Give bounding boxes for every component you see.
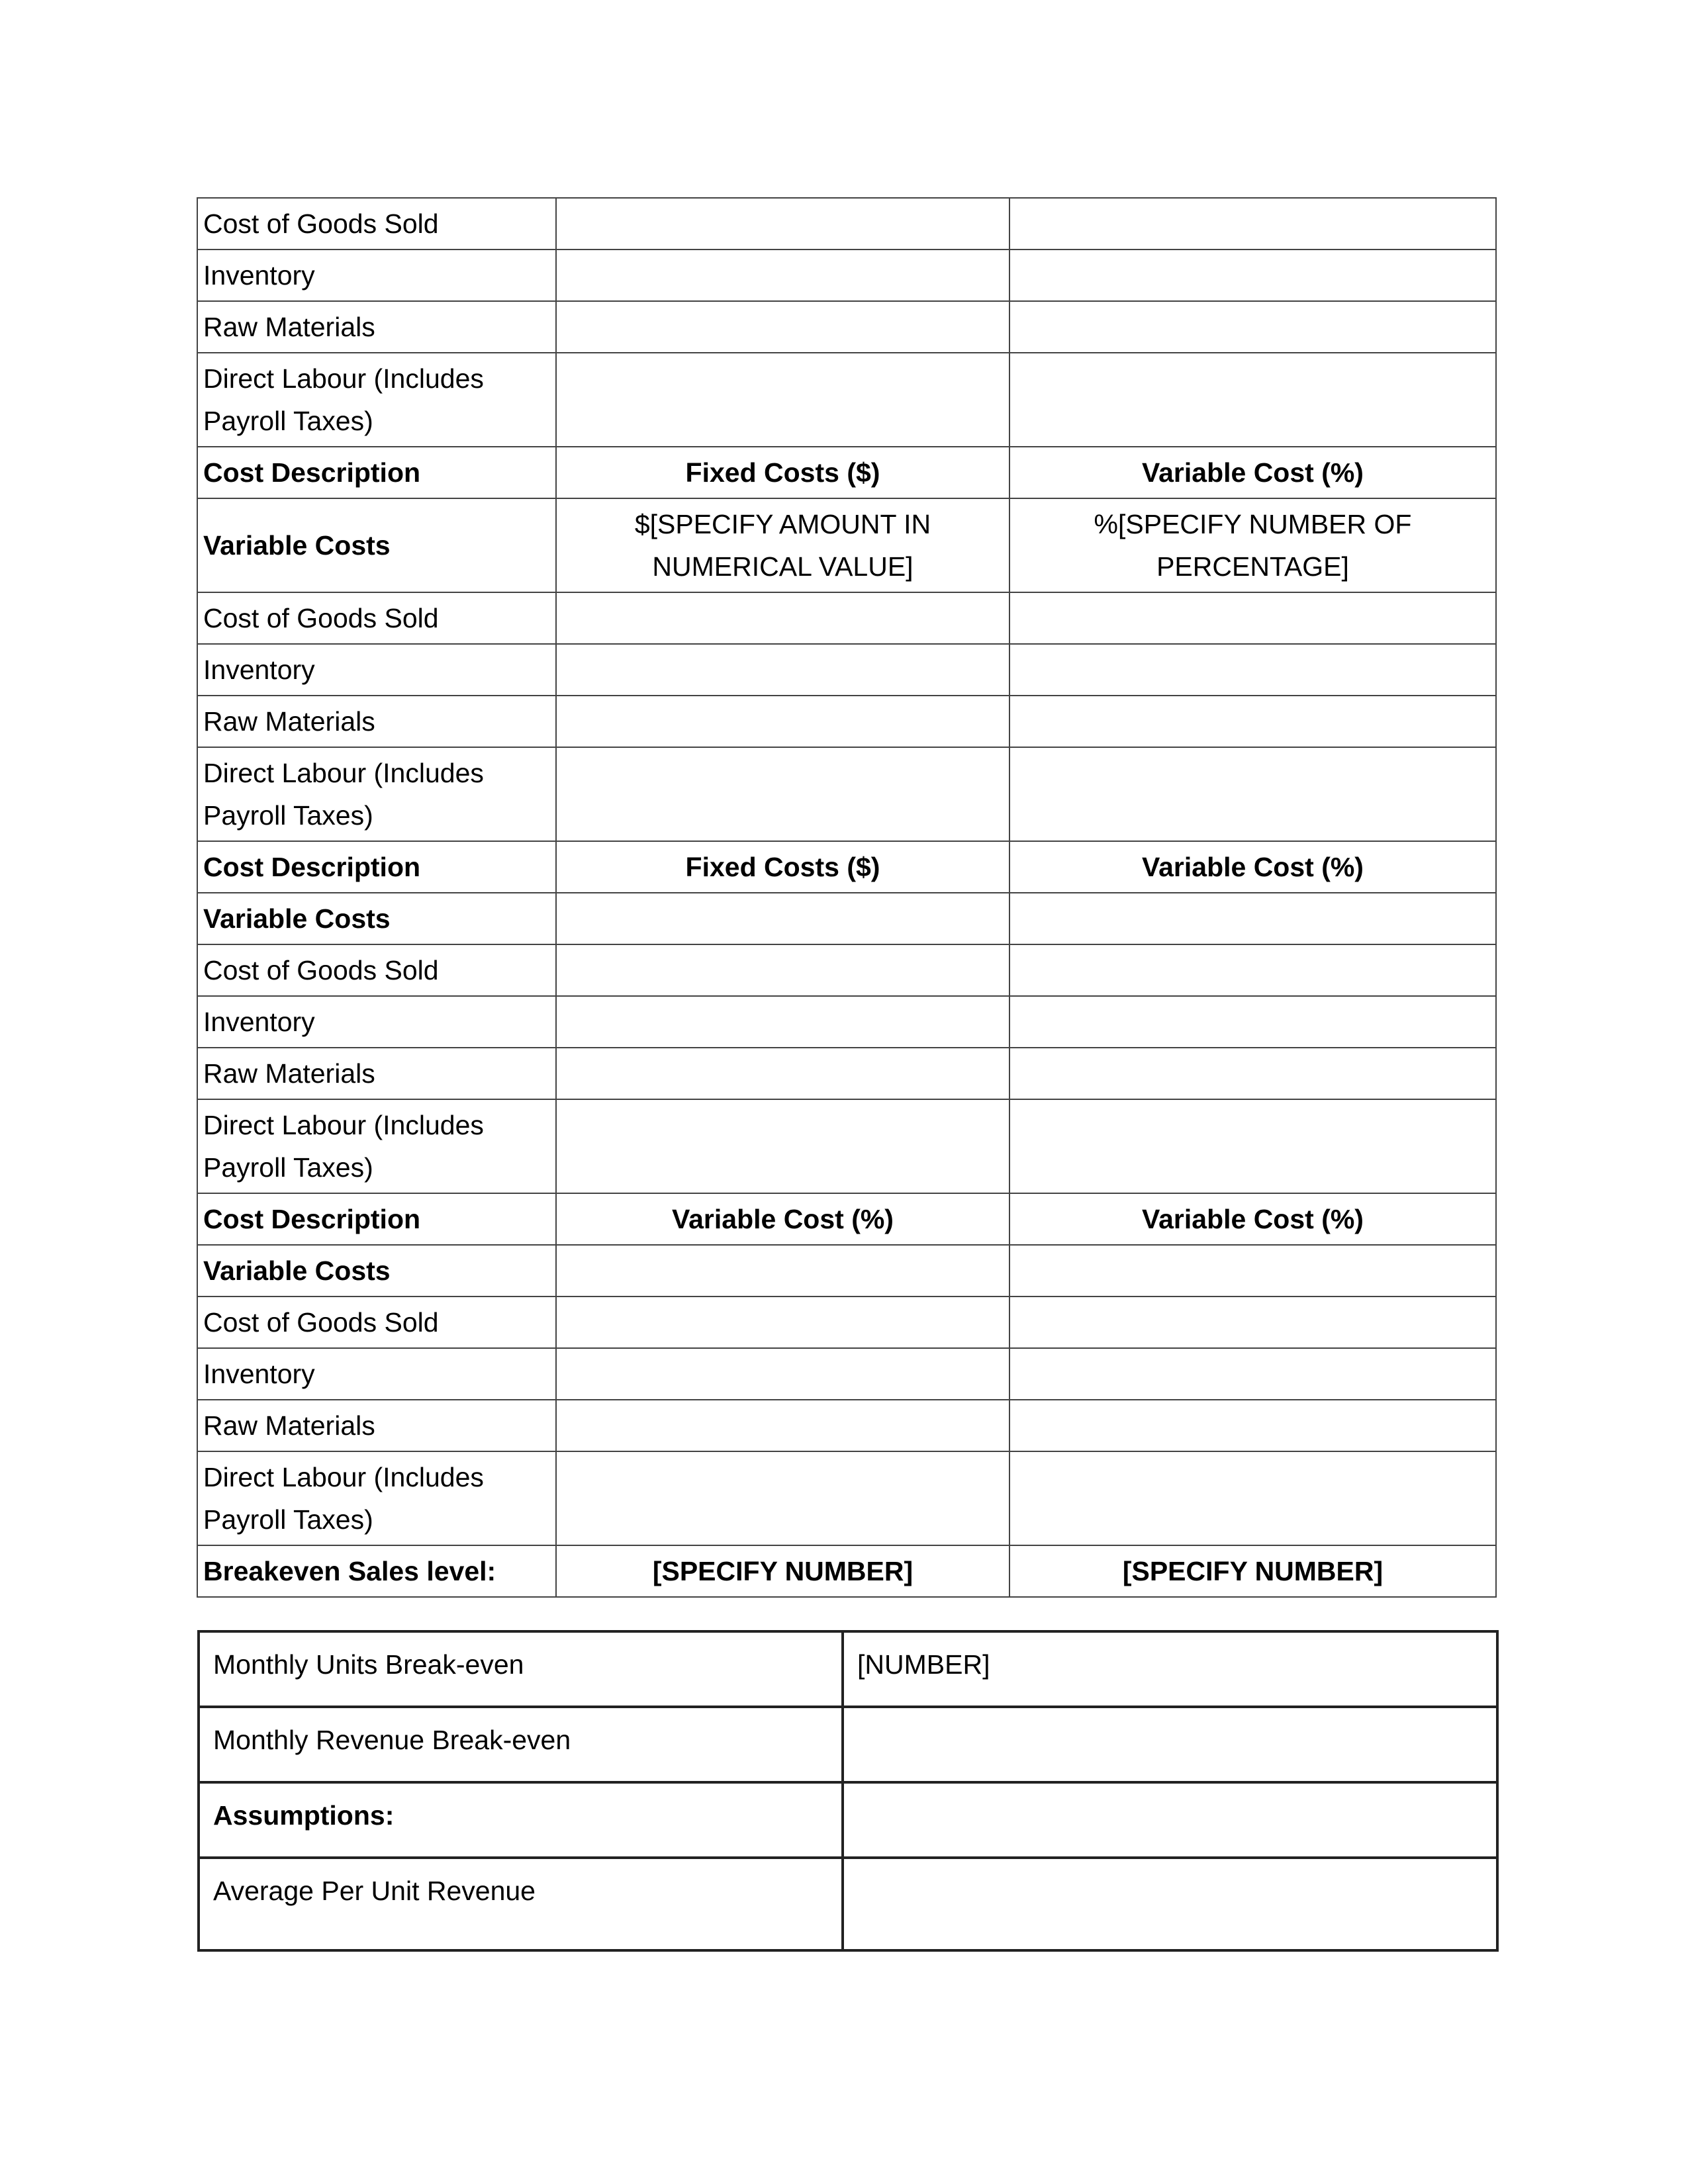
fixed-cost-cell[interactable] — [556, 1099, 1009, 1193]
table-row — [197, 696, 1496, 747]
breakeven-summary-table — [197, 1630, 1499, 1952]
row-label-monthly-units-break-even: Monthly Units Break-even — [199, 1631, 843, 1707]
table-row — [197, 1048, 1496, 1099]
row-label-raw-materials: Raw Materials — [197, 1400, 556, 1451]
table-row — [197, 1245, 1496, 1297]
table-row — [197, 301, 1496, 353]
cost-breakdown-table — [197, 197, 1497, 1598]
variable-cost-cell[interactable] — [1009, 1400, 1496, 1451]
table-row — [197, 498, 1496, 592]
header-variable-cost: Variable Cost (%) — [1009, 841, 1496, 893]
header-variable-cost: Variable Cost (%) — [556, 1193, 1009, 1245]
table-row — [197, 250, 1496, 301]
table-header-row — [197, 1193, 1496, 1245]
monthly-revenue-value[interactable] — [843, 1707, 1497, 1782]
fixed-cost-cell[interactable] — [556, 893, 1009, 944]
table-row — [197, 893, 1496, 944]
row-label-cost-of-goods-sold: Cost of Goods Sold — [197, 592, 556, 644]
row-label-cost-of-goods-sold: Cost of Goods Sold — [197, 944, 556, 996]
row-label-cost-of-goods-sold: Cost of Goods Sold — [197, 1297, 556, 1348]
row-label-direct-labour: Direct Labour (Includes Payroll Taxes) — [197, 1451, 556, 1545]
table-row — [197, 592, 1496, 644]
variable-cost-cell[interactable] — [1009, 996, 1496, 1048]
fixed-cost-cell[interactable] — [556, 353, 1009, 447]
row-label-inventory: Inventory — [197, 250, 556, 301]
row-label-variable-costs: Variable Costs — [197, 498, 556, 592]
table-row — [199, 1782, 1497, 1858]
fixed-cost-cell[interactable] — [556, 1400, 1009, 1451]
row-label-breakeven-sales-level: Breakeven Sales level: — [197, 1545, 556, 1597]
row-label-inventory: Inventory — [197, 644, 556, 696]
header-fixed-costs: Fixed Costs ($) — [556, 447, 1009, 498]
fixed-cost-cell[interactable] — [556, 996, 1009, 1048]
row-label-direct-labour: Direct Labour (Includes Payroll Taxes) — [197, 747, 556, 841]
table-row — [197, 944, 1496, 996]
fixed-cost-cell[interactable] — [556, 696, 1009, 747]
variable-cost-cell[interactable] — [1009, 353, 1496, 447]
breakeven-fixed-value[interactable]: [SPECIFY NUMBER] — [556, 1545, 1009, 1597]
row-label-monthly-revenue-break-even: Monthly Revenue Break-even — [199, 1707, 843, 1782]
fixed-cost-cell[interactable] — [556, 198, 1009, 250]
row-label-average-per-unit-revenue: Average Per Unit Revenue — [199, 1858, 843, 1950]
fixed-cost-cell[interactable] — [556, 250, 1009, 301]
table-row — [199, 1631, 1497, 1707]
row-label-variable-costs: Variable Costs — [197, 893, 556, 944]
variable-cost-cell[interactable] — [1009, 644, 1496, 696]
row-label-raw-materials: Raw Materials — [197, 1048, 556, 1099]
row-label-cost-of-goods-sold: Cost of Goods Sold — [197, 198, 556, 250]
header-cost-description: Cost Description — [197, 447, 556, 498]
fixed-cost-cell[interactable] — [556, 1297, 1009, 1348]
variable-cost-cell[interactable] — [1009, 1451, 1496, 1545]
fixed-cost-cell[interactable] — [556, 944, 1009, 996]
fixed-cost-cell[interactable] — [556, 1348, 1009, 1400]
header-variable-cost: Variable Cost (%) — [1009, 447, 1496, 498]
row-label-inventory: Inventory — [197, 1348, 556, 1400]
table-row — [197, 996, 1496, 1048]
variable-cost-cell[interactable]: %[SPECIFY NUMBER OF PERCENTAGE] — [1009, 498, 1496, 592]
table-header-row — [197, 447, 1496, 498]
variable-cost-cell[interactable] — [1009, 747, 1496, 841]
fixed-cost-cell[interactable] — [556, 1451, 1009, 1545]
fixed-cost-cell[interactable] — [556, 644, 1009, 696]
fixed-cost-cell[interactable] — [556, 1048, 1009, 1099]
variable-cost-cell[interactable] — [1009, 1048, 1496, 1099]
variable-cost-cell[interactable] — [1009, 250, 1496, 301]
breakeven-variable-value[interactable]: [SPECIFY NUMBER] — [1009, 1545, 1496, 1597]
variable-cost-cell[interactable] — [1009, 893, 1496, 944]
variable-cost-cell[interactable] — [1009, 592, 1496, 644]
variable-cost-cell[interactable] — [1009, 696, 1496, 747]
fixed-cost-cell[interactable] — [556, 592, 1009, 644]
header-fixed-costs: Fixed Costs ($) — [556, 841, 1009, 893]
variable-cost-cell[interactable] — [1009, 1297, 1496, 1348]
fixed-cost-cell[interactable] — [556, 1245, 1009, 1297]
average-per-unit-revenue-value[interactable] — [843, 1858, 1497, 1950]
table-row — [197, 353, 1496, 447]
assumptions-value[interactable] — [843, 1782, 1497, 1858]
variable-cost-cell[interactable] — [1009, 1245, 1496, 1297]
header-variable-cost: Variable Cost (%) — [1009, 1193, 1496, 1245]
row-label-inventory: Inventory — [197, 996, 556, 1048]
fixed-cost-cell[interactable] — [556, 301, 1009, 353]
table-row — [199, 1858, 1497, 1950]
variable-cost-cell[interactable] — [1009, 944, 1496, 996]
table-row — [197, 1297, 1496, 1348]
fixed-cost-cell[interactable] — [556, 747, 1009, 841]
row-label-raw-materials: Raw Materials — [197, 696, 556, 747]
row-label-variable-costs: Variable Costs — [197, 1245, 556, 1297]
header-cost-description: Cost Description — [197, 841, 556, 893]
variable-cost-cell[interactable] — [1009, 1348, 1496, 1400]
variable-cost-cell[interactable] — [1009, 198, 1496, 250]
table-row — [197, 198, 1496, 250]
table-row — [197, 1099, 1496, 1193]
variable-cost-cell[interactable] — [1009, 1099, 1496, 1193]
table-header-row — [197, 841, 1496, 893]
fixed-cost-cell[interactable]: $[SPECIFY AMOUNT IN NUMERICAL VALUE] — [556, 498, 1009, 592]
monthly-units-value[interactable]: [NUMBER] — [843, 1631, 1497, 1707]
row-label-assumptions: Assumptions: — [199, 1782, 843, 1858]
table-row — [197, 1451, 1496, 1545]
table-row — [197, 644, 1496, 696]
row-label-raw-materials: Raw Materials — [197, 301, 556, 353]
row-label-direct-labour: Direct Labour (Includes Payroll Taxes) — [197, 1099, 556, 1193]
table-row — [197, 1348, 1496, 1400]
row-label-direct-labour: Direct Labour (Includes Payroll Taxes) — [197, 353, 556, 447]
variable-cost-cell[interactable] — [1009, 301, 1496, 353]
table-row — [199, 1707, 1497, 1782]
breakeven-sales-row — [197, 1545, 1496, 1597]
table-row — [197, 1400, 1496, 1451]
header-cost-description: Cost Description — [197, 1193, 556, 1245]
table-row — [197, 747, 1496, 841]
